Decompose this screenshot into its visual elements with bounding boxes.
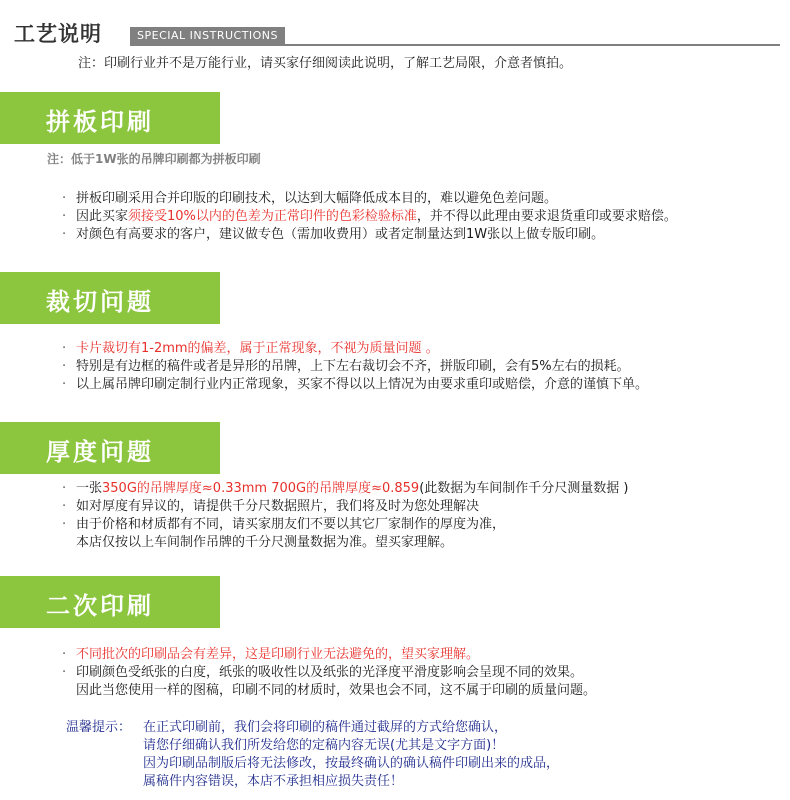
section-title: 二次印刷 [46,592,154,620]
page-title: 工艺说明 [14,22,102,46]
section-note: 注：低于1W张的吊牌印刷都为拼板印刷 [47,152,261,166]
list-item-continued: 因此当您使用一样的图稿，印刷不同的材质时，效果也会不同，这不属于印刷的质量问题。 [76,683,597,698]
item-highlight: 不同批次的印刷品会有差异，这是印刷行业无法避免的，望买家理解。 [76,647,480,662]
section-banner-imposition [0,92,220,144]
list-item [62,358,630,376]
item-text: 对颜色有高要求的客户，建议做专色（需加收费用）或者定制量达到1W张以上做专版印刷。 [76,227,605,242]
item-text: (此数据为车间制作千分尺测量数据 ) [419,481,629,496]
bullet-icon: · [62,359,67,374]
bullet-icon: · [62,377,67,392]
bullet-icon: · [62,517,67,532]
section-banner-cutting [0,272,220,324]
bullet-icon: · [62,481,67,496]
list-item [62,646,479,664]
item-text: 特别是有边框的稿件或者是异形的吊牌，上下左右裁切会不齐，拼版印刷，会有5%左右的损耗。 [76,359,630,374]
item-text: 以上属吊牌印刷定制行业内正常现象，买家不得以以上情况为由要求重印或赔偿，介意的谨慎下单。 [76,377,649,392]
list-item [62,208,677,226]
tips-line: 属稿件内容错误，本店不承担相应损失责任！ [143,774,404,789]
list-item [62,226,604,244]
header-note: 注：印刷行业并不是万能行业，请买家仔细阅读此说明，了解工艺局限，介意者慎拍。 [78,56,573,71]
bullet-icon: · [62,191,67,206]
list-item [62,376,648,394]
list-item [62,498,479,516]
list-item [62,664,583,682]
item-highlight: 须接受10%以内的色差为正常印件的色彩检验标准 [128,209,417,224]
item-text: 由于价格和材质都有不同，请买家朋友们不要以其它厂家制作的厚度为准， [76,517,506,532]
bullet-icon: · [62,499,67,514]
tips-line: 因为印刷品制版后将无法修改，按最终确认的确认稿件印刷出来的成品， [143,756,560,771]
tips-line: 在正式印刷前，我们会将印刷的稿件通过截屏的方式给您确认， [143,720,508,735]
header-divider [130,44,780,46]
list-item [62,480,628,498]
header-badge: SPECIAL INSTRUCTIONS [130,27,285,44]
section-title: 拼板印刷 [46,108,154,136]
bullet-icon: · [62,341,67,356]
section-title: 裁切问题 [46,288,154,316]
item-text: 如对厚度有异议的，请提供千分尺数据照片，我们将及时为您处理解决 [76,499,480,514]
item-highlight: 卡片裁切有1-2mm的偏差，属于正常现象，不视为质量问题 。 [76,341,439,356]
list-item [62,190,557,208]
list-item [62,516,505,534]
section-banner-thickness [0,422,220,474]
item-text: 因此买家 [76,209,129,224]
item-text: 拼板印刷采用合并印版的印刷技术，以达到大幅降低成本目的，难以避免色差问题。 [76,191,558,206]
tips-line: 请您仔细确认我们所发给您的定稿内容无误(尤其是文字方面)！ [143,738,505,753]
bullet-icon: · [62,665,67,680]
item-text: ，并不得以此理由要求退货重印或要求赔偿。 [416,209,677,224]
item-highlight: 350G的吊牌厚度≈0.33mm 700G的吊牌厚度≈0.859 [102,481,420,496]
list-item [62,340,439,358]
list-item-continued: 本店仅按以上车间制作吊牌的千分尺测量数据为准。望买家理解。 [76,535,454,550]
item-text: 一张 [76,481,103,496]
bullet-icon: · [62,647,67,662]
bullet-icon: · [62,209,67,224]
tips-label: 温馨提示： [66,720,132,735]
page-header [14,18,780,48]
item-text: 印刷颜色受纸张的白度，纸张的吸收性以及纸张的光泽度平滑度影响会呈现不同的效果。 [76,665,584,680]
section-banner-reprint [0,576,220,628]
bullet-icon: · [62,227,67,242]
section-title: 厚度问题 [46,438,154,466]
